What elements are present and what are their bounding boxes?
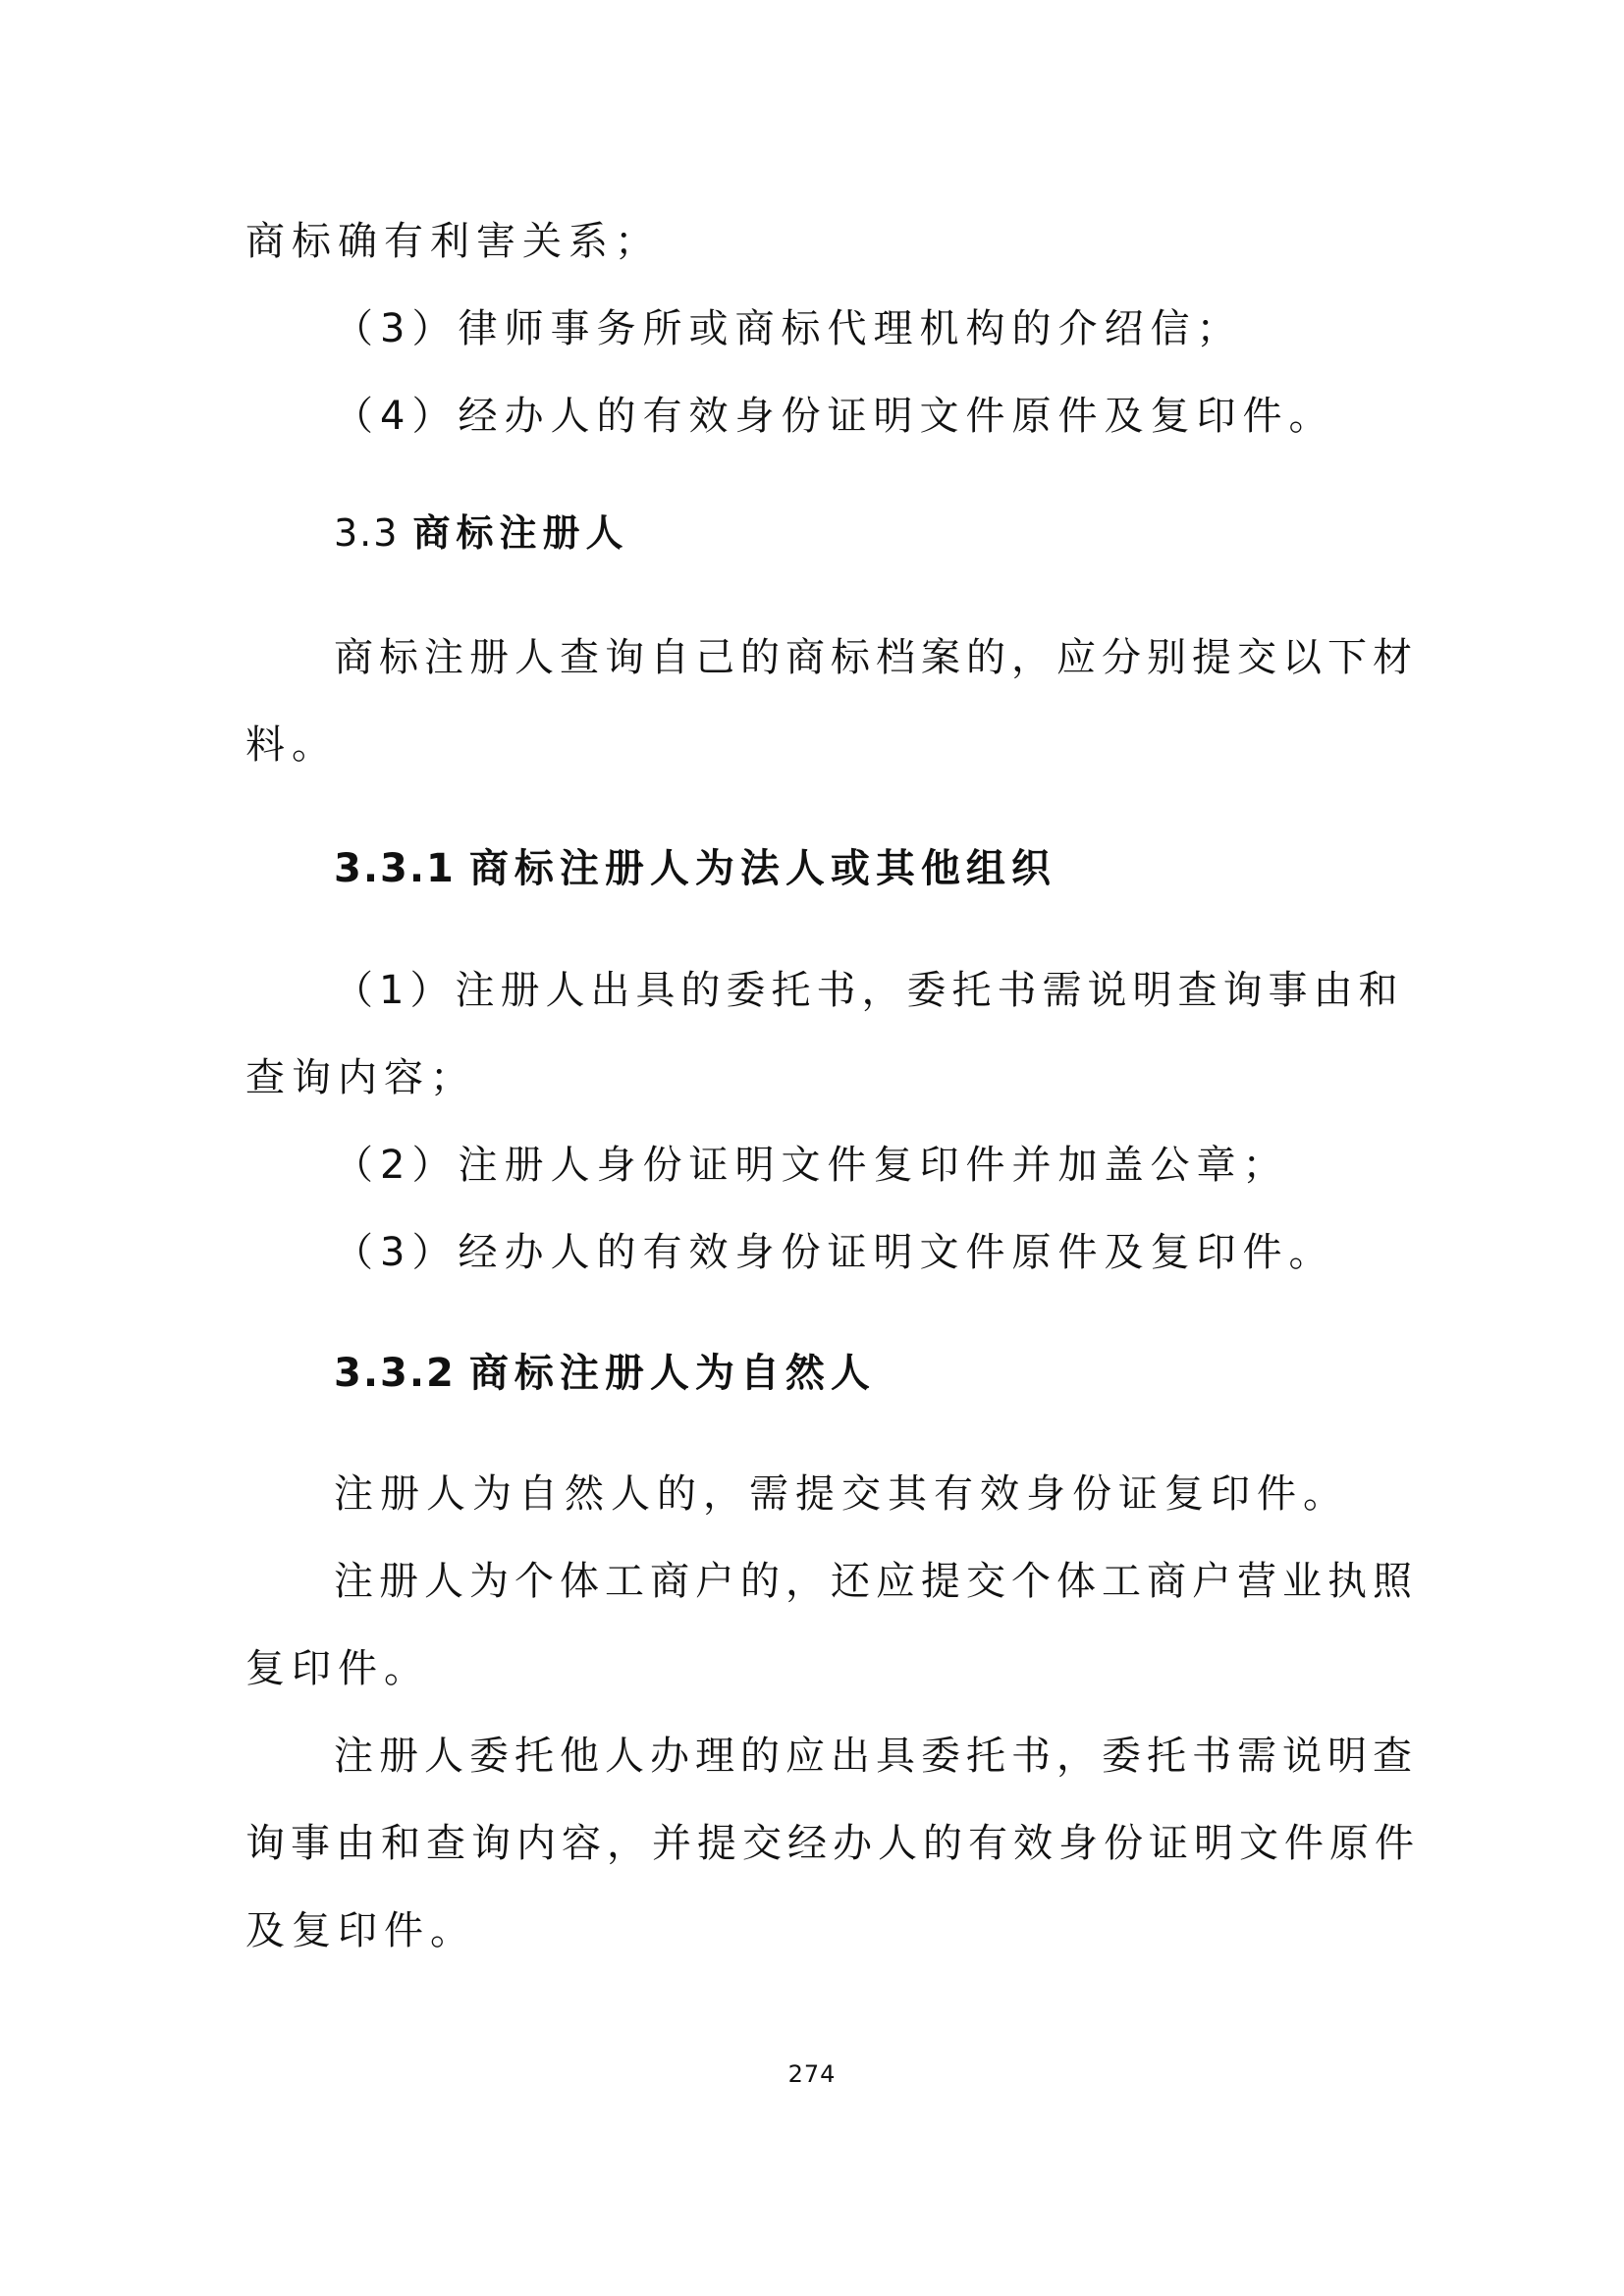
paragraph-line: 注册人为个体工商户的，还应提交个体工商户营业执照	[334, 1559, 1418, 1604]
list-item-2: （2）注册人身份证明文件复印件并加盖公章；	[334, 1143, 1289, 1188]
page-number: 274	[787, 2060, 837, 2088]
list-item-4-agent-id: （4）经办人的有效身份证明文件原件及复印件。	[334, 394, 1335, 439]
section-number: 3.3	[334, 511, 400, 555]
section-number: 3.3.1	[334, 846, 456, 891]
text-line-continuation: 商标确有利害关系；	[245, 219, 661, 264]
paragraph-line: 商标注册人查询自己的商标档案的，应分别提交以下材	[334, 635, 1418, 680]
section-title: 商标注册人为法人或其他组织	[468, 846, 1056, 891]
list-item-3: （3）经办人的有效身份证明文件原件及复印件。	[334, 1230, 1335, 1275]
section-title: 商标注册人为自然人	[468, 1351, 876, 1396]
section-number: 3.3.2	[334, 1351, 456, 1396]
list-item-1-line: 查询内容；	[245, 1055, 476, 1100]
section-heading-3-3-1	[334, 839, 1483, 898]
paragraph-line: 询事由和查询内容，并提交经办人的有效身份证明文件原件	[245, 1821, 1420, 1866]
list-item-3-lawyer-letter: （3）律师事务所或商标代理机构的介绍信；	[334, 306, 1243, 351]
paragraph-line: 注册人为自然人的，需提交其有效身份证复印件。	[334, 1471, 1349, 1517]
section-heading-3-3	[334, 504, 1483, 562]
paragraph-line: 复印件。	[245, 1646, 430, 1691]
list-item-1-line: （1）注册人出具的委托书，委托书需说明查询事由和	[334, 968, 1404, 1013]
paragraph-line: 料。	[245, 722, 338, 768]
paragraph-line: 注册人委托他人办理的应出具委托书，委托书需说明查	[334, 1734, 1418, 1779]
section-title: 商标注册人	[412, 511, 629, 555]
section-heading-3-3-2	[334, 1344, 1483, 1403]
paragraph-line: 及复印件。	[245, 1908, 476, 1953]
